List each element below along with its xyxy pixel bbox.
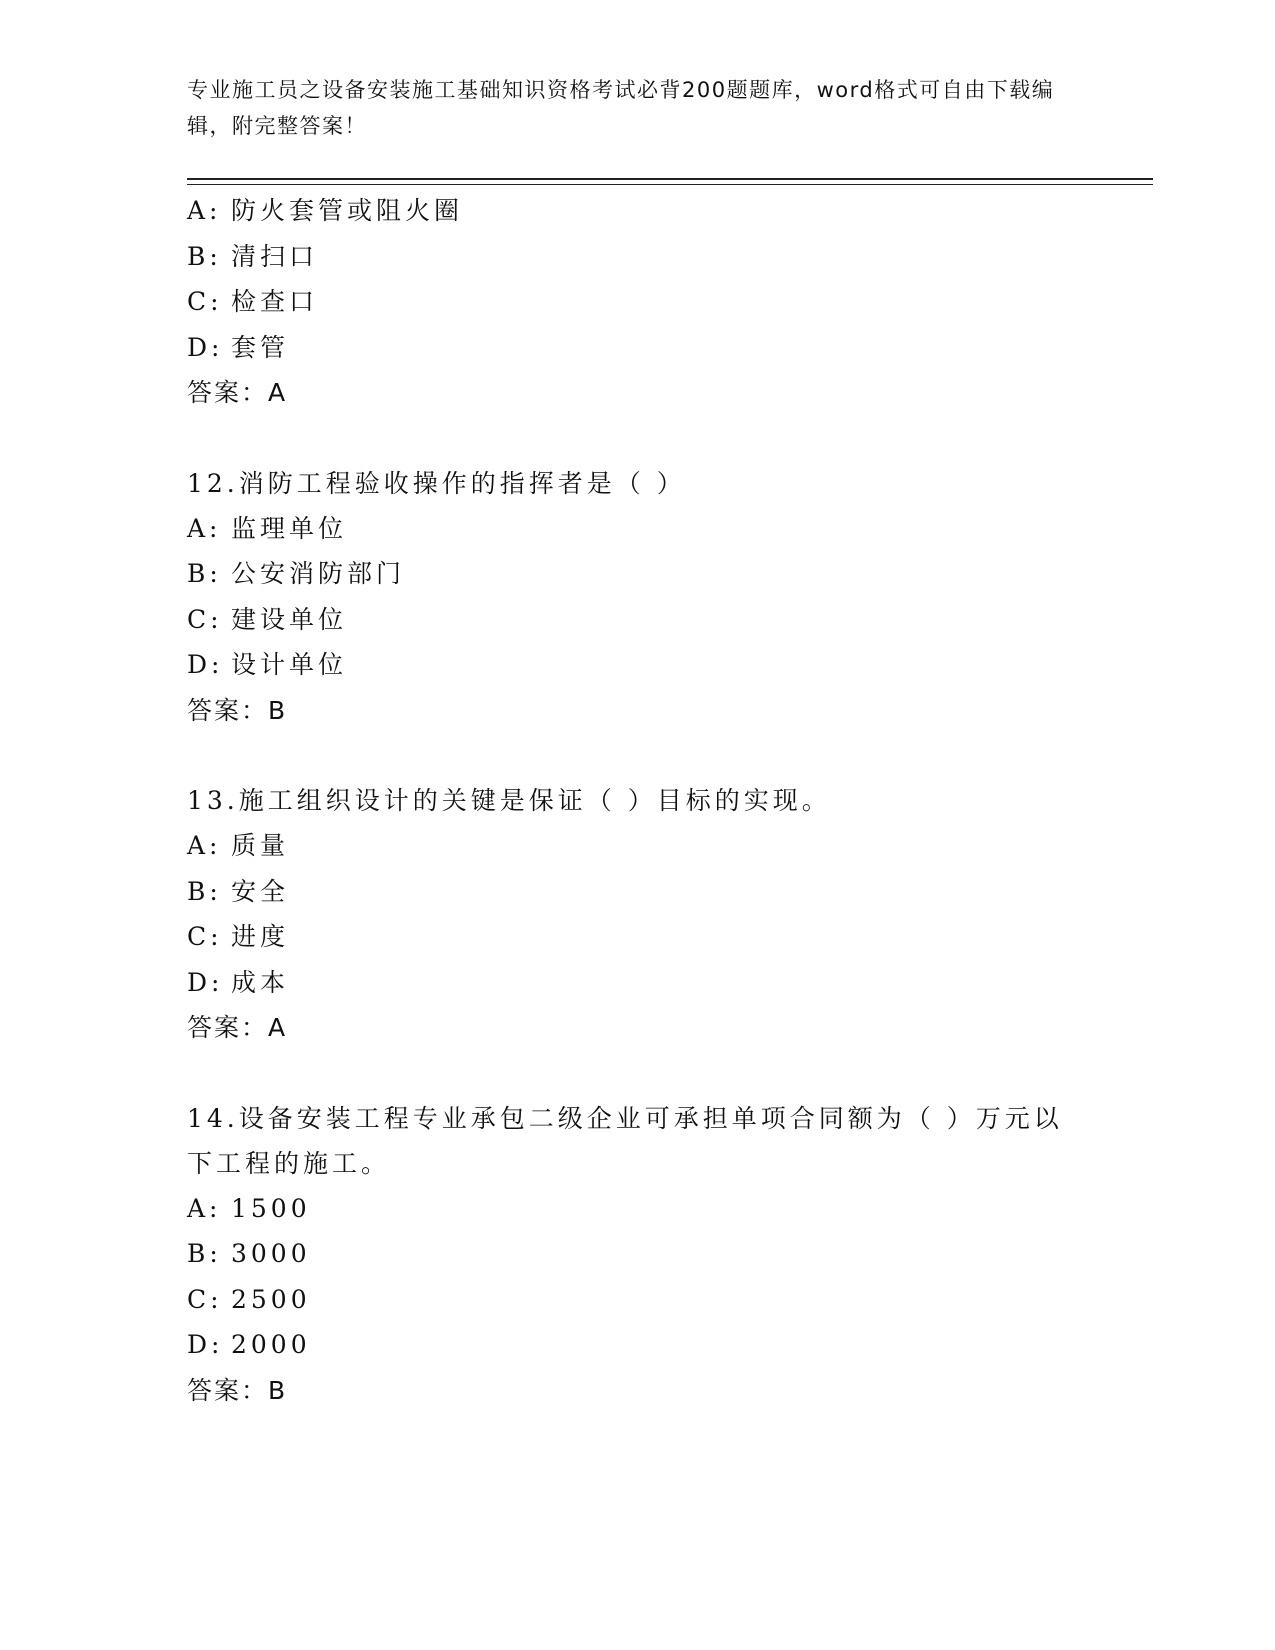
question-text: 13.施工组织设计的关键是保证（ ）目标的实现。 — [187, 786, 831, 815]
option-letter: D: — [187, 650, 224, 679]
option-text: 建设单位 — [231, 604, 348, 634]
document-description: 专业施工员之设备安装施工基础知识资格考试必背200题题库，word格式可自由下载编辑，附完整答案！ — [187, 78, 1055, 138]
option-text: 设计单位 — [231, 650, 348, 679]
option-d — [187, 325, 1087, 371]
option-c — [187, 1277, 1087, 1323]
question-block-13 — [187, 778, 1087, 1051]
option-letter: C: — [187, 604, 223, 634]
option-text: 监理单位 — [231, 513, 348, 543]
question-text: 12.消防工程验收操作的指挥者是（ ） — [187, 468, 686, 498]
answer-line: 答案：A — [187, 1013, 288, 1042]
option-letter: B: — [187, 876, 222, 906]
option-text: 3000 — [231, 1239, 311, 1268]
header-divider-thin — [187, 184, 1153, 185]
option-a — [187, 188, 1087, 234]
option-b — [187, 869, 1087, 915]
answer-line: 答案：B — [187, 1375, 288, 1405]
option-d — [187, 642, 1087, 688]
answer-line: 答案：B — [187, 695, 288, 725]
option-b — [187, 234, 1087, 280]
option-text: 清扫口 — [231, 241, 319, 271]
option-letter: C: — [187, 1284, 223, 1314]
header-divider-thick — [187, 178, 1153, 180]
option-text: 安全 — [231, 876, 290, 906]
option-c — [187, 914, 1087, 960]
option-text: 公安消防部门 — [231, 559, 406, 588]
question-block-12 — [187, 461, 1087, 734]
option-a — [187, 823, 1087, 869]
option-letter: B: — [187, 241, 222, 271]
option-letter: C: — [187, 922, 223, 951]
option-text: 进度 — [231, 922, 290, 951]
question-block-14 — [187, 1096, 1087, 1414]
option-letter: C: — [187, 287, 223, 316]
option-letter: B: — [187, 559, 222, 588]
option-letter: A: — [187, 196, 222, 225]
option-text: 质量 — [231, 831, 290, 860]
option-letter: A: — [187, 831, 222, 860]
option-letter: A: — [187, 1193, 222, 1223]
option-b — [187, 551, 1087, 597]
option-text: 成本 — [231, 967, 290, 997]
option-text: 1500 — [231, 1193, 311, 1223]
option-letter: A: — [187, 513, 222, 543]
option-letter: B: — [187, 1239, 222, 1268]
option-text: 防火套管或阻火圈 — [231, 196, 464, 225]
option-c — [187, 597, 1087, 643]
option-a — [187, 1186, 1087, 1232]
option-text: 2000 — [231, 1330, 311, 1359]
option-text: 检查口 — [231, 287, 319, 316]
option-b — [187, 1231, 1087, 1277]
option-text: 套管 — [231, 332, 290, 362]
question-text: 14.设备安装工程专业承包二级企业可承担单项合同额为（ ）万元以下工程的施工。 — [187, 1103, 1063, 1178]
option-letter: D: — [187, 332, 224, 362]
option-letter: D: — [187, 967, 224, 997]
option-letter: D: — [187, 1330, 224, 1359]
question-list — [187, 188, 1087, 1413]
answer-line: 答案：A — [187, 378, 288, 407]
option-c — [187, 279, 1087, 325]
option-d — [187, 960, 1087, 1006]
question-block-11 — [187, 188, 1087, 416]
option-text: 2500 — [231, 1284, 311, 1314]
option-d — [187, 1322, 1087, 1368]
option-a — [187, 506, 1087, 552]
